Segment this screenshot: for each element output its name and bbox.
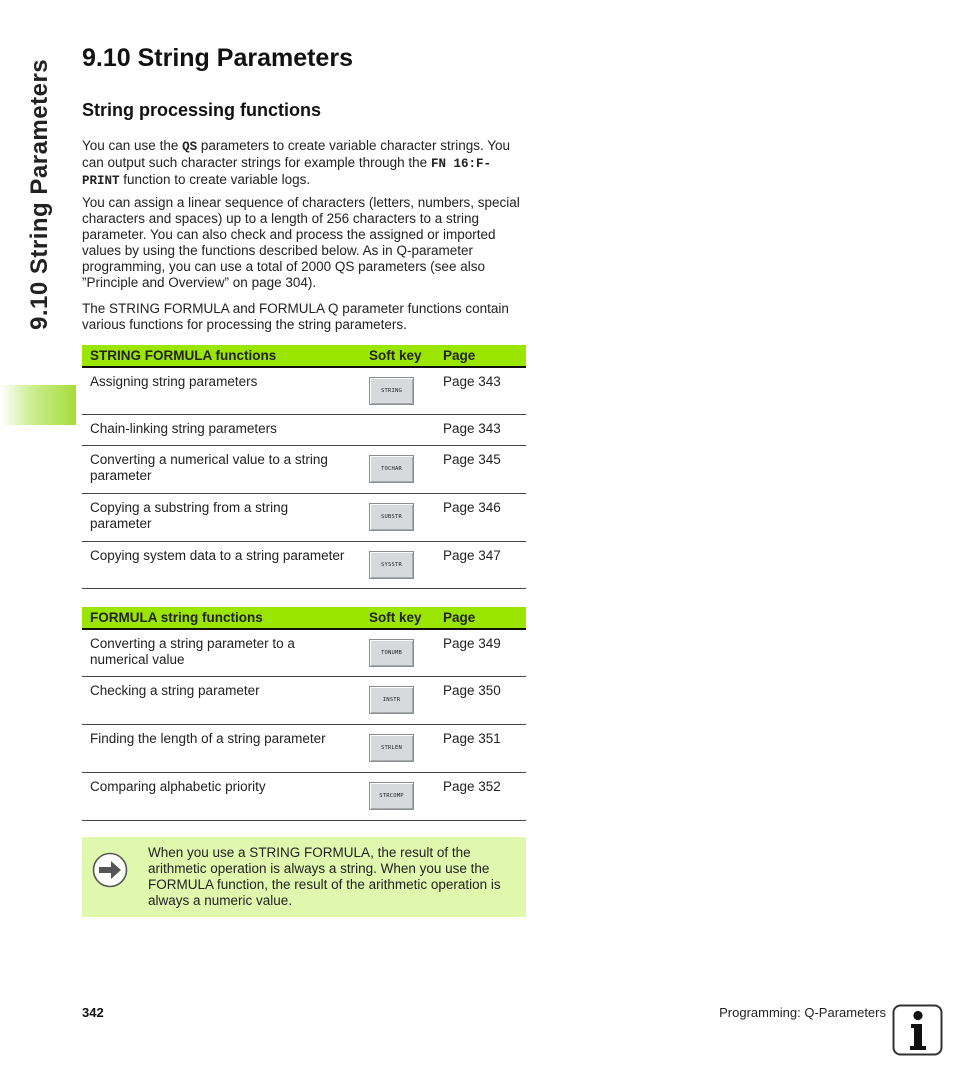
column-header-page: Page — [435, 345, 526, 367]
row-softkey-cell — [355, 676, 435, 724]
table-row — [82, 414, 526, 445]
softkey-substr-button[interactable]: SUBSTR — [369, 503, 414, 531]
chapter-marker-tab — [0, 385, 76, 425]
row-page: Page 343 — [435, 414, 526, 445]
row-page: Page 346 — [435, 493, 526, 541]
table-row — [82, 367, 526, 414]
intro-paragraph — [82, 138, 527, 189]
arrow-right-icon — [92, 852, 128, 888]
code-fn16: FN 16:F-PRINT — [82, 157, 491, 188]
page-heading: 9.10 String Parameters — [82, 44, 353, 72]
formula-string-table — [82, 607, 526, 821]
row-softkey-cell — [355, 367, 435, 414]
row-page: Page 351 — [435, 724, 526, 772]
column-header-softkey: Soft key — [355, 345, 435, 367]
row-description: Chain-linking string parameters — [82, 414, 355, 445]
row-softkey-cell — [355, 772, 435, 820]
row-description: Finding the length of a string parameter — [82, 724, 355, 772]
row-description: Assigning string parameters — [82, 367, 355, 414]
table-row — [82, 676, 526, 724]
table-row — [82, 772, 526, 820]
note-box — [82, 837, 526, 917]
softkey-tochar-button[interactable]: TOCHAR — [369, 455, 414, 483]
string-formula-table — [82, 345, 526, 589]
row-softkey-cell — [355, 541, 435, 588]
row-description: Checking a string parameter — [82, 676, 355, 724]
row-description: Comparing alphabetic priority — [82, 772, 355, 820]
intro-text-2: parameters to create variable character strings. You can output such character strings for example through the — [82, 138, 511, 170]
table-row — [82, 445, 526, 493]
row-softkey-cell — [355, 493, 435, 541]
table-row — [82, 629, 526, 676]
side-chapter-title — [26, 40, 60, 340]
row-page: Page 343 — [435, 367, 526, 414]
row-page: Page 349 — [435, 629, 526, 676]
row-description: Copying a substring from a string parameter — [82, 493, 355, 541]
table-header-row — [82, 345, 526, 367]
info-icon — [892, 1004, 943, 1056]
softkey-sysstr-button[interactable]: SYSSTR — [369, 551, 414, 579]
side-chapter-title-text: 9.10 String Parameters — [26, 58, 53, 330]
column-header-softkey: Soft key — [355, 607, 435, 629]
column-header-page: Page — [435, 607, 526, 629]
row-page: Page 345 — [435, 445, 526, 493]
row-page: Page 350 — [435, 676, 526, 724]
row-page: Page 347 — [435, 541, 526, 588]
softkey-strlen-button[interactable]: STRLEN — [369, 734, 414, 762]
table-header-row — [82, 607, 526, 629]
intro-text-3: function to create variable logs. — [119, 172, 311, 187]
footer-chapter-title: Programming: Q-Parameters — [719, 1005, 886, 1020]
column-header-functions: STRING FORMULA functions — [82, 345, 355, 367]
softkey-instr-button[interactable]: INSTR — [369, 686, 414, 714]
row-softkey-cell — [355, 414, 435, 445]
row-softkey-cell — [355, 629, 435, 676]
section-subheading: String processing functions — [82, 100, 322, 120]
row-description: Converting a string parameter to a numerical value — [82, 629, 355, 676]
softkey-strcomp-button[interactable]: STRCOMP — [369, 782, 414, 810]
row-page: Page 352 — [435, 772, 526, 820]
row-softkey-cell — [355, 445, 435, 493]
intro-text-1: You can use the — [82, 138, 183, 153]
table-row — [82, 493, 526, 541]
row-description: Converting a numerical value to a string parameter — [82, 445, 355, 493]
functions-paragraph: The STRING FORMULA and FORMULA Q parameter functions contain various functions for processing the string parameters. — [82, 301, 509, 332]
row-softkey-cell — [355, 724, 435, 772]
note-text: When you use a STRING FORMULA, the result of the arithmetic operation is always a string. When you use the FORMULA function, the result of the arithmetic operation is always a numeric value. — [148, 845, 501, 908]
row-description: Copying system data to a string parameter — [82, 541, 355, 588]
softkey-string-button[interactable]: STRING — [369, 377, 414, 405]
table-row — [82, 541, 526, 588]
assign-paragraph: You can assign a linear sequence of characters (letters, numbers, special characters and spaces) up to a length of 256 characters to a string parameter. You can also check and process the assigned or imported values by using the functions described below. As in Q-parameter programming, you can use a total of 2000 QS parameters (see also ”Principle and Overview” on page 304). — [82, 195, 520, 290]
column-header-functions: FORMULA string functions — [82, 607, 355, 629]
softkey-tonumb-button[interactable]: TONUMB — [369, 639, 414, 667]
page-number: 342 — [82, 1005, 104, 1020]
table-row — [82, 724, 526, 772]
code-qs: QS — [182, 140, 198, 154]
